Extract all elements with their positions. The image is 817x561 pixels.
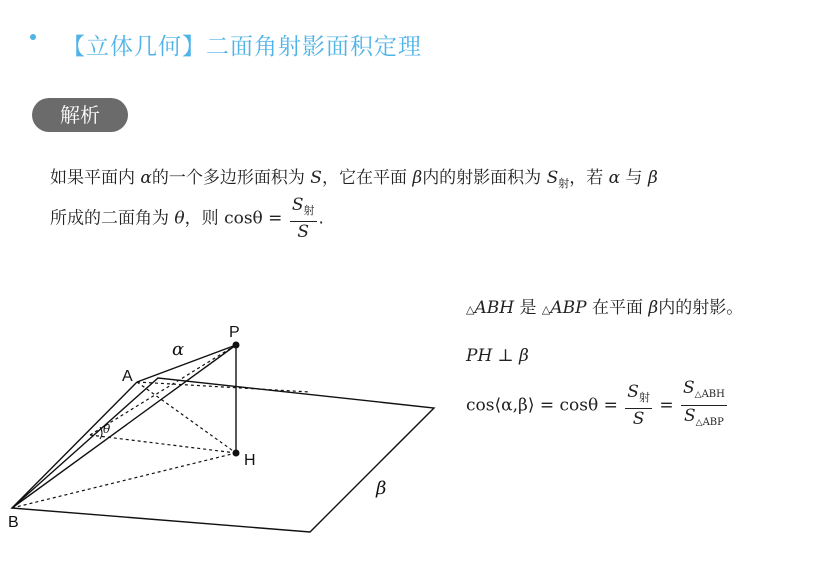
math-beta: β: [647, 168, 658, 188]
math-beta: β: [412, 168, 423, 188]
text-segment: 所成的二面角为: [50, 208, 169, 229]
math-cos-theta: cosθ =: [224, 208, 283, 229]
label-p: P: [229, 324, 240, 341]
right-line-1: △ABH 是 △ABP 在平面 β内的射影。: [466, 298, 744, 318]
math-subscript: 射: [638, 391, 650, 404]
text-segment: .: [318, 208, 324, 229]
math-s: S: [683, 406, 696, 426]
text-segment: 内的射影面积为: [422, 168, 542, 188]
right-line-3: [466, 378, 729, 433]
math-s: S: [291, 195, 304, 215]
plane-beta: [12, 378, 434, 532]
dashed-bh: [12, 453, 236, 508]
math-s: S: [632, 409, 645, 429]
math-cos-expression: cos⟨α,β⟩ = cosθ =: [466, 395, 618, 416]
math-equals: =: [659, 395, 674, 416]
right-line-2: PH ⊥ β: [466, 346, 529, 366]
label-b: B: [8, 514, 19, 531]
math-s: S: [310, 168, 322, 188]
text-segment: ，若: [569, 168, 604, 188]
label-a: A: [122, 368, 133, 385]
fraction-2: $\frac{S_{\triangle ABH}}{S_{\triangle ABP}}$: [683, 378, 725, 428]
edge-ap: [137, 345, 236, 382]
math-s: S: [683, 378, 695, 398]
text-segment: 内的射影。: [658, 298, 744, 318]
math-alpha: α: [140, 168, 152, 188]
math-s: S: [627, 382, 639, 402]
math-triangle-abh: ABH: [474, 298, 515, 318]
math-subscript: ABH: [701, 389, 725, 400]
analysis-badge: 解析: [32, 98, 128, 132]
text-segment: ，则: [184, 208, 219, 229]
math-alpha: α: [608, 168, 621, 188]
fraction-1: [625, 382, 652, 429]
label-beta: β: [376, 478, 387, 499]
dashed-foot-p: [90, 345, 236, 435]
text-segment: 的一个多边形面积为: [151, 168, 305, 188]
page-title: 【立体几何】二面角射影面积定理: [62, 34, 422, 60]
label-alpha: α: [172, 339, 185, 360]
text-segment: 与: [625, 168, 643, 188]
math-s-projection: S: [546, 168, 559, 188]
text-segment: 如果平面内: [50, 168, 135, 188]
point-p: [233, 342, 240, 349]
math-triangle-abp: ABP: [550, 298, 587, 318]
point-h: [233, 450, 240, 457]
math-beta: β: [648, 298, 659, 318]
text-segment: ，它在平面: [321, 168, 407, 188]
text-segment: 是: [519, 298, 537, 318]
label-h: H: [244, 452, 256, 469]
math-subscript: 射: [558, 177, 570, 190]
edge-ab: [12, 382, 137, 508]
math-theta: θ: [174, 208, 185, 229]
dashed-foot-h: [90, 435, 236, 453]
math-s: S: [297, 222, 309, 242]
label-theta: θ: [103, 422, 111, 436]
text-segment: 在平面: [591, 298, 643, 318]
math-subscript: ABP: [702, 417, 724, 428]
math-subscript: 射: [303, 204, 315, 217]
